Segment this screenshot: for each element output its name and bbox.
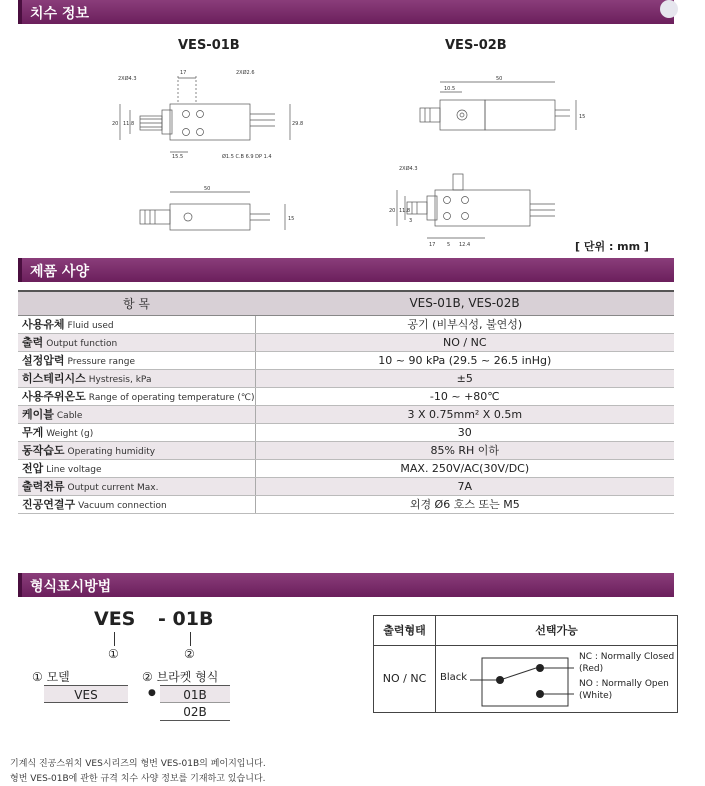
spec-key-en: Line voltage xyxy=(46,465,102,475)
dim-a-hole: 2XØ4.3 xyxy=(118,76,137,82)
drawing-a-front xyxy=(110,62,310,162)
spec-row xyxy=(18,495,674,513)
dim-a-top: 17 xyxy=(180,70,187,76)
spec-value: ±5 xyxy=(255,369,674,387)
footer-line-2: 형번 VES-01B에 관한 규격 치수 사양 정보를 기재하고 있습니다. xyxy=(10,774,266,784)
spec-row xyxy=(18,459,674,477)
section-title: 형식표시방법 xyxy=(30,579,112,595)
spec-row xyxy=(18,405,674,423)
bracket-option-02b: 02B xyxy=(160,703,230,721)
section-header-dimensions xyxy=(18,0,674,24)
dim-a-len: 50 xyxy=(204,186,211,192)
section-header-specs xyxy=(18,258,674,282)
dim-b-h3: 3 xyxy=(409,218,413,224)
spec-row xyxy=(18,351,674,369)
spec-key-ko: 전압 xyxy=(22,462,44,475)
footer-line-1: 기계식 진공스위치 VES시리즈의 형번 VES-01B의 페이지입니다. xyxy=(10,759,266,769)
dim-b-off: 10.5 xyxy=(444,86,456,92)
code-prefix: VES xyxy=(94,608,136,630)
spec-row xyxy=(18,441,674,459)
section-title: 치수 정보 xyxy=(30,6,89,22)
spec-key xyxy=(18,333,255,351)
spec-key xyxy=(18,369,255,387)
spec-key-en: Pressure range xyxy=(67,357,135,367)
spec-key xyxy=(18,405,255,423)
spec-key-en: Cable xyxy=(56,411,83,421)
spec-key-en: Fluid used xyxy=(67,321,114,331)
spec-key-en: Hystresis, kPa xyxy=(88,375,152,385)
dim-b-h1: 20 xyxy=(389,208,396,214)
drawing-a-side xyxy=(130,182,310,242)
spec-value: -10 ~ +80℃ xyxy=(255,387,674,405)
header-model: VES-01B, VES-02B xyxy=(255,291,674,315)
spec-row xyxy=(18,477,674,495)
spec-row xyxy=(18,387,674,405)
spec-key xyxy=(18,495,255,513)
section-title: 제품 사양 xyxy=(30,264,89,280)
nc-line2: (Red) xyxy=(579,664,604,674)
dim-b-hole: 2XØ4.3 xyxy=(399,166,418,172)
spec-table xyxy=(18,290,674,514)
spec-key-ko: 동작습도 xyxy=(22,444,65,457)
spec-row xyxy=(18,333,674,351)
dim-b-w: 15 xyxy=(579,114,586,120)
spec-key xyxy=(18,423,255,441)
dim-a-w: 15 xyxy=(288,216,295,222)
dim-b-h2: 11.8 xyxy=(399,208,411,214)
spec-value: 공기 (비부식성, 불연성) xyxy=(255,315,674,333)
output-table xyxy=(373,615,678,713)
spec-value: 3 X 0.75mm² X 0.5m xyxy=(255,405,674,423)
model-value: VES xyxy=(44,685,128,703)
spec-key-ko: 사용주위온도 xyxy=(22,390,86,403)
spec-row xyxy=(18,369,674,387)
spec-key-ko: 출력전류 xyxy=(22,480,65,493)
model-label: ① 모델 xyxy=(32,670,70,684)
spec-key xyxy=(18,351,255,369)
drawing-b-top xyxy=(400,70,590,140)
code-suffix: - 01B xyxy=(158,608,214,630)
no-line2: (White) xyxy=(579,691,613,701)
spec-key-ko: 출력 xyxy=(22,336,44,349)
spec-row xyxy=(18,315,674,333)
dim-b-d3: 12.4 xyxy=(459,242,471,248)
selected-bullet: ● xyxy=(148,688,156,698)
spec-key-ko: 진공연결구 xyxy=(22,498,76,511)
dim-a-h2: 11.8 xyxy=(123,121,135,127)
spec-key xyxy=(18,477,255,495)
spec-key-ko: 히스테리시스 xyxy=(22,372,86,385)
spec-key-en: Vacuum connection xyxy=(78,501,167,511)
bracket-option-01b: 01B xyxy=(160,685,230,703)
spec-key-en: Output current Max. xyxy=(67,483,159,493)
pointer-line-1 xyxy=(114,632,115,646)
dim-a-h3: 29.8 xyxy=(292,121,304,127)
spec-value: 7A xyxy=(255,477,674,495)
spec-key-ko: 설정압력 xyxy=(22,354,65,367)
switch-diagram xyxy=(470,654,580,710)
spec-value: 85% RH 이하 xyxy=(255,441,674,459)
spec-header-row xyxy=(18,291,674,315)
wire-black-label: Black xyxy=(440,672,468,683)
spec-key-ko: 사용유체 xyxy=(22,318,65,331)
spec-key-ko: 케이블 xyxy=(22,408,54,421)
dim-a-bottom: 15.5 xyxy=(172,154,184,160)
drawing-title-b: VES-02B xyxy=(445,38,507,53)
spec-key xyxy=(18,441,255,459)
translate-icon[interactable] xyxy=(660,0,678,18)
drawing-title-a: VES-01B xyxy=(178,38,240,53)
drawing-b-front xyxy=(385,160,575,250)
unit-label: [ 단위 : mm ] xyxy=(575,240,649,253)
section-header-ordering xyxy=(18,573,674,597)
header-item: 항 목 xyxy=(18,291,255,315)
spec-value: 30 xyxy=(255,423,674,441)
output-col2: 선택가능 xyxy=(436,616,677,646)
spec-value: 10 ~ 90 kPa (29.5 ~ 26.5 inHg) xyxy=(255,351,674,369)
spec-key xyxy=(18,315,255,333)
no-line1: NO : Normally Open xyxy=(579,679,669,689)
output-type: NO / NC xyxy=(374,646,436,712)
circle-2: ② xyxy=(184,647,195,661)
pointer-line-2 xyxy=(190,632,191,646)
spec-value: NO / NC xyxy=(255,333,674,351)
dim-b-d1: 17 xyxy=(429,242,436,248)
spec-key-en: Range of operating temperature (℃) xyxy=(88,393,255,403)
spec-key xyxy=(18,387,255,405)
dim-a-h1: 20 xyxy=(112,121,119,127)
spec-value: MAX. 250V/AC(30V/DC) xyxy=(255,459,674,477)
spec-key-en: Operating humidity xyxy=(67,447,156,457)
spec-row xyxy=(18,423,674,441)
output-col1: 출력형태 xyxy=(374,616,436,646)
spec-key xyxy=(18,459,255,477)
spec-key-en: Weight (g) xyxy=(46,429,94,439)
spec-key-ko: 무게 xyxy=(22,426,44,439)
nc-line1: NC : Normally Closed xyxy=(579,652,675,662)
dim-a-note: Ø1.5 C.B 6.9 DP 1.4 xyxy=(222,154,272,160)
dim-b-len: 50 xyxy=(496,76,503,82)
dim-a-hole2: 2XØ2.6 xyxy=(236,70,255,76)
spec-value: 외경 Ø6 호스 또는 M5 xyxy=(255,495,674,513)
spec-key-en: Output function xyxy=(46,339,118,349)
circle-1: ① xyxy=(108,647,119,661)
dim-b-d2: 5 xyxy=(447,242,451,248)
bracket-label: ② 브라켓 형식 xyxy=(142,670,219,684)
